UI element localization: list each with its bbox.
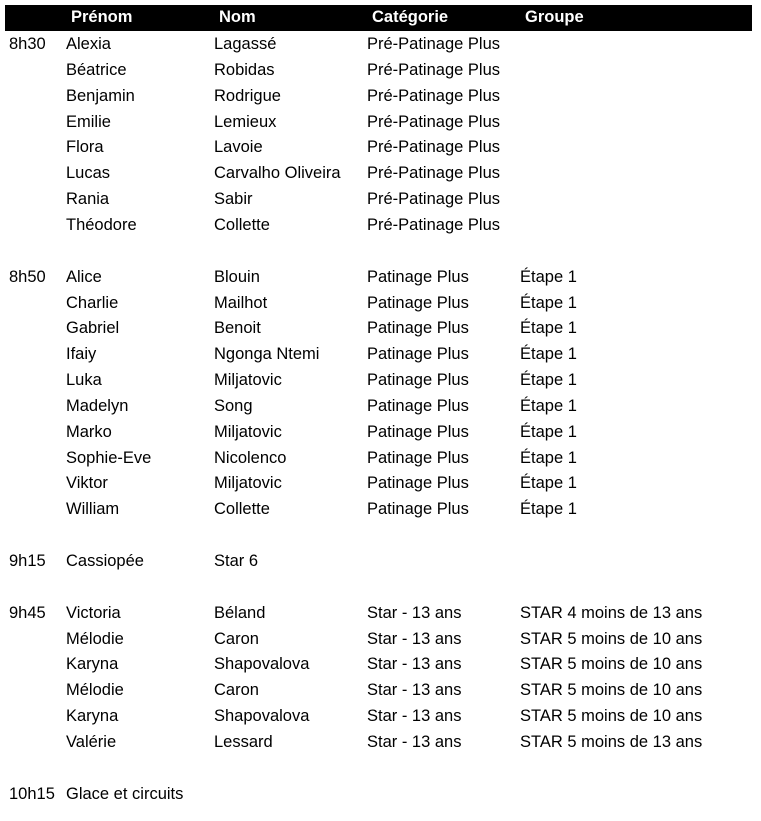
cell-groupe: Étape 1 (520, 500, 577, 519)
cell-time: 9h45 (9, 603, 46, 622)
table-row (0, 781, 761, 807)
cell-categorie: Pré-Patinage Plus (367, 138, 500, 157)
cell-time: 8h30 (9, 35, 46, 53)
cell-prenom: William (66, 500, 120, 519)
cell-nom: Star 6 (214, 552, 259, 570)
table-row (0, 31, 761, 57)
cell-categorie: Star - 13 ans (367, 603, 462, 622)
table-row (0, 186, 761, 212)
cell-categorie: Star - 13 ans (367, 655, 462, 674)
cell-nom: Blouin (214, 267, 260, 286)
table-row (0, 755, 761, 781)
cell-categorie: Patinage Plus (367, 371, 469, 390)
cell-nom: Ngonga Ntemi (214, 345, 320, 364)
cell-categorie: Star - 13 ans (367, 681, 462, 700)
cell-nom: Song (214, 396, 253, 415)
cell-prenom: Karyna (66, 655, 119, 674)
cell-nom: Sabir (214, 190, 253, 209)
cell-categorie: Patinage Plus (367, 267, 469, 286)
cell-categorie: Pré-Patinage Plus (367, 35, 500, 53)
table-row (0, 160, 761, 186)
cell-groupe: STAR 5 moins de 10 ans (520, 707, 703, 726)
cell-categorie: Patinage Plus (367, 319, 469, 338)
cell-categorie: Pré-Patinage Plus (367, 215, 500, 234)
cell-nom: Carvalho Oliveira (214, 164, 341, 183)
cell-prenom: Cassiopée (66, 552, 144, 570)
cell-prenom: Viktor (66, 474, 108, 493)
cell-nom: Shapovalova (214, 655, 310, 674)
cell-nom: Shapovalova (214, 707, 310, 726)
table-row (0, 445, 761, 471)
header-categorie: Catégorie (372, 8, 449, 26)
table-row (0, 367, 761, 393)
cell-prenom: Ifaiy (66, 345, 97, 364)
cell-nom: Nicolenco (214, 448, 287, 467)
cell-prenom: Théodore (66, 215, 137, 234)
cell-groupe: STAR 5 moins de 10 ans (520, 681, 703, 700)
table-row (0, 238, 761, 264)
table-row (0, 57, 761, 83)
cell-prenom: Lucas (66, 164, 111, 183)
table-row (0, 548, 761, 574)
cell-prenom: Béatrice (66, 60, 127, 79)
table-row (0, 522, 761, 548)
cell-prenom: Mélodie (66, 681, 124, 700)
table-row (0, 83, 761, 109)
cell-groupe: Étape 1 (520, 293, 577, 312)
table-row (0, 290, 761, 316)
table-row (0, 729, 761, 755)
cell-time: 10h15 (9, 784, 55, 803)
cell-categorie: Star - 13 ans (367, 629, 462, 648)
table-row (0, 703, 761, 729)
cell-nom: Lemieux (214, 112, 277, 131)
cell-categorie: Patinage Plus (367, 448, 469, 467)
table-row (0, 264, 761, 290)
cell-time: 9h15 (9, 552, 46, 570)
cell-prenom: Victoria (66, 603, 121, 622)
cell-prenom: Charlie (66, 293, 119, 312)
table-row (0, 315, 761, 341)
cell-nom: Mailhot (214, 293, 268, 312)
cell-groupe: STAR 5 moins de 10 ans (520, 655, 703, 674)
cell-categorie: Star - 13 ans (367, 732, 462, 751)
cell-nom: Caron (214, 629, 259, 648)
table-row (0, 600, 761, 626)
cell-groupe: STAR 5 moins de 13 ans (520, 732, 703, 751)
cell-categorie: Patinage Plus (367, 474, 469, 493)
table-row (0, 626, 761, 652)
header-prenom: Prénom (71, 8, 133, 26)
cell-nom: Miljatovic (214, 474, 282, 493)
cell-nom: Benoit (214, 319, 261, 338)
cell-categorie: Patinage Plus (367, 500, 469, 519)
cell-prenom: Rania (66, 190, 110, 209)
table-row (0, 574, 761, 600)
cell-nom: Miljatovic (214, 422, 282, 441)
cell-groupe: STAR 5 moins de 10 ans (520, 629, 703, 648)
cell-prenom: Alice (66, 267, 102, 286)
cell-nom: Lavoie (214, 138, 263, 157)
cell-prenom: Alexia (66, 35, 111, 53)
cell-groupe: Étape 1 (520, 319, 577, 338)
cell-nom: Caron (214, 681, 259, 700)
cell-nom: Rodrigue (214, 86, 281, 105)
cell-categorie: Pré-Patinage Plus (367, 190, 500, 209)
cell-groupe: Étape 1 (520, 474, 577, 493)
cell-nom: Lagassé (214, 35, 277, 53)
header-nom: Nom (219, 8, 256, 26)
cell-categorie: Pré-Patinage Plus (367, 86, 500, 105)
cell-groupe: Étape 1 (520, 396, 577, 415)
table-row (0, 341, 761, 367)
table-row (0, 134, 761, 160)
header-groupe: Groupe (525, 8, 584, 26)
cell-categorie: Pré-Patinage Plus (367, 60, 500, 79)
table-row (0, 470, 761, 496)
cell-prenom: Sophie-Eve (66, 448, 152, 467)
cell-nom: Collette (214, 500, 270, 519)
cell-categorie: Patinage Plus (367, 293, 469, 312)
cell-nom: Lessard (214, 732, 273, 751)
cell-prenom: Emilie (66, 112, 111, 131)
cell-categorie: Patinage Plus (367, 422, 469, 441)
cell-prenom: Flora (66, 138, 104, 157)
table-row (0, 419, 761, 445)
cell-nom: Robidas (214, 60, 275, 79)
table-row (0, 393, 761, 419)
cell-prenom: Benjamin (66, 86, 135, 105)
cell-categorie: Pré-Patinage Plus (367, 164, 500, 183)
table-row (0, 651, 761, 677)
table-row (0, 496, 761, 522)
cell-categorie: Pré-Patinage Plus (367, 112, 500, 131)
cell-groupe: Étape 1 (520, 371, 577, 390)
table-header (5, 5, 752, 31)
cell-time: 8h50 (9, 267, 46, 286)
cell-prenom: Valérie (66, 732, 117, 751)
cell-categorie: Star - 13 ans (367, 707, 462, 726)
cell-prenom: Luka (66, 371, 102, 390)
cell-nom: Collette (214, 215, 270, 234)
table-row (0, 677, 761, 703)
cell-groupe: Étape 1 (520, 422, 577, 441)
cell-prenom: Glace et circuits (66, 784, 184, 803)
cell-nom: Béland (214, 603, 266, 622)
cell-nom: Miljatovic (214, 371, 282, 390)
table-row (0, 212, 761, 238)
table-row (0, 109, 761, 135)
cell-prenom: Gabriel (66, 319, 120, 338)
cell-categorie: Patinage Plus (367, 345, 469, 364)
cell-categorie: Patinage Plus (367, 396, 469, 415)
cell-groupe: STAR 4 moins de 13 ans (520, 603, 703, 622)
cell-prenom: Mélodie (66, 629, 124, 648)
cell-prenom: Karyna (66, 707, 119, 726)
cell-prenom: Marko (66, 422, 112, 441)
cell-groupe: Étape 1 (520, 448, 577, 467)
cell-groupe: Étape 1 (520, 267, 577, 286)
cell-groupe: Étape 1 (520, 345, 577, 364)
cell-prenom: Madelyn (66, 396, 129, 415)
